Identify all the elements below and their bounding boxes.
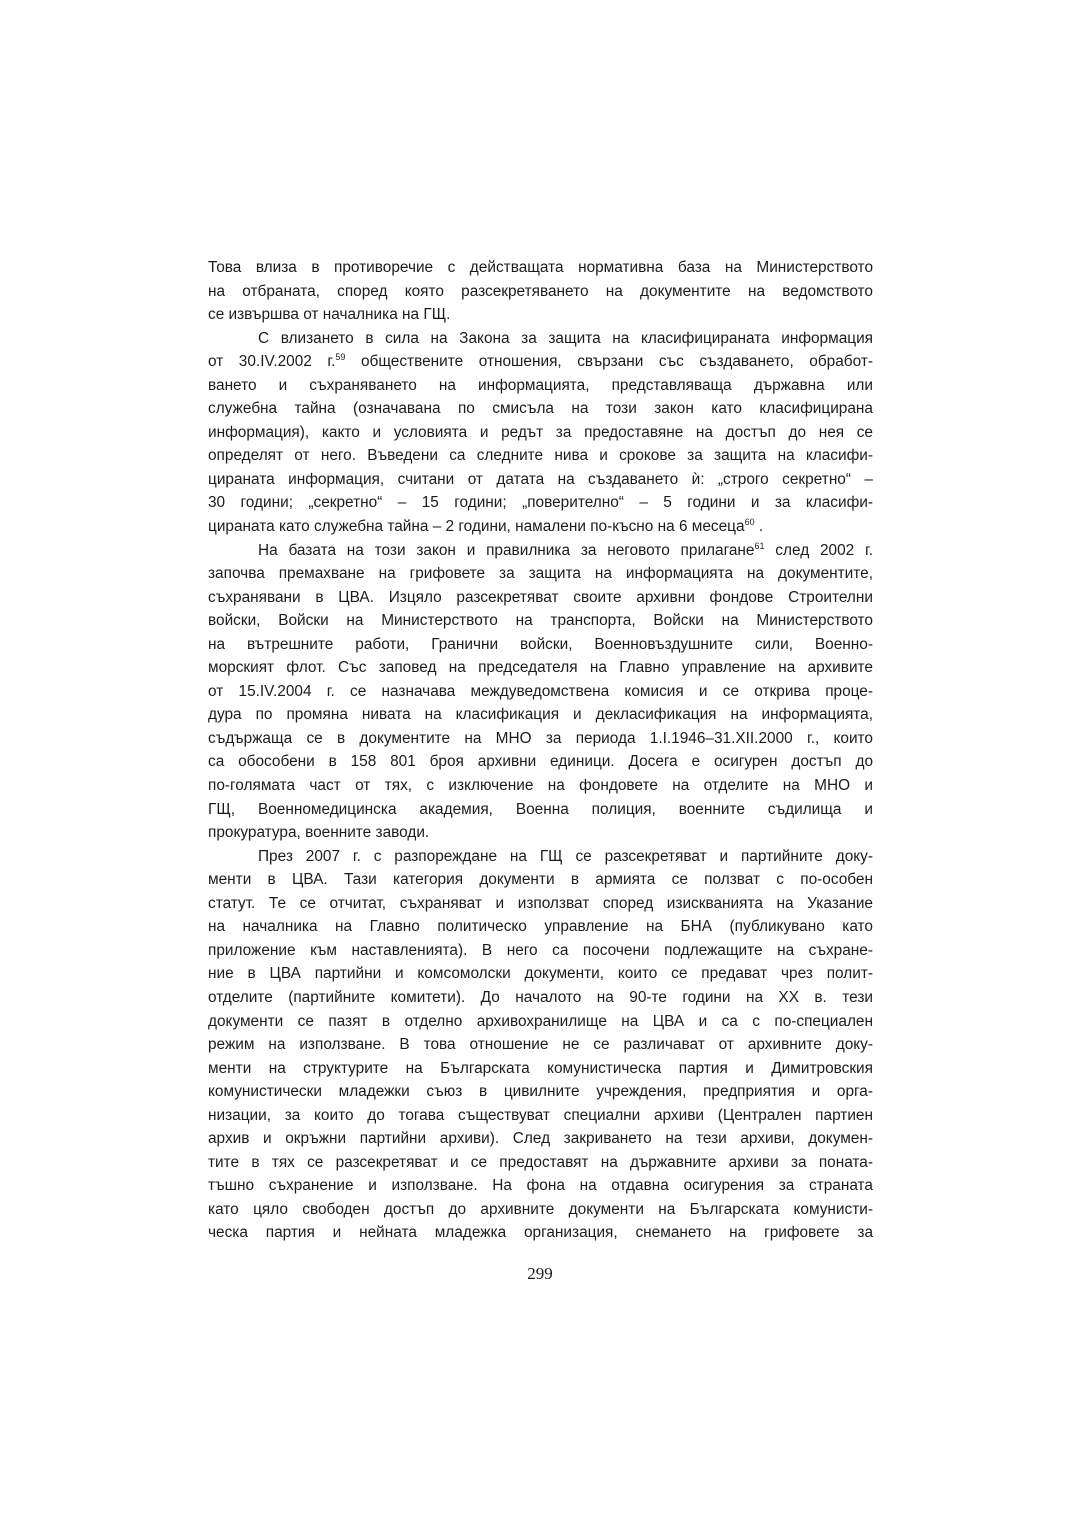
- line-text: менти в ЦВА. Тази категория документи в армията се ползват с по-особен: [208, 871, 873, 889]
- text-line: [208, 1151, 873, 1175]
- text-line: [208, 303, 873, 327]
- line-text: документи се пазят в отделно архивохранилище на ЦВА и са с по-специален: [208, 1012, 873, 1030]
- text-line: [208, 821, 873, 845]
- text-line: [208, 586, 873, 610]
- line-text: Това влиза в противоречие с действащата нормативна база на Министерството: [208, 259, 873, 276]
- text-line: [208, 750, 873, 774]
- text-line: [208, 656, 873, 680]
- line-text: от 15.IV.2004 г. се назначава междуведомствена комисия и се открива проце-: [208, 682, 873, 700]
- line-text: низации, за които до тогава съществуват специални архиви (Централен партиен: [208, 1106, 873, 1124]
- text-line: [208, 633, 873, 657]
- paragraph: [208, 256, 873, 327]
- page-number: 299: [527, 1264, 553, 1283]
- line-text: на вътрешните работи, Гранични войски, Военновъздушните сили, Военно-: [208, 635, 873, 653]
- text-line: [208, 1221, 873, 1245]
- text-line: [208, 609, 873, 633]
- line-text: след 2002 г.: [764, 541, 873, 559]
- footnote-reference[interactable]: 60: [744, 517, 755, 528]
- text-line: [208, 562, 873, 586]
- line-text: съдържаща се в документите на МНО за периода 1.I.1946–31.XII.2000 г., които: [208, 729, 873, 747]
- text-line: [208, 374, 873, 398]
- line-text: започва премахване на грифовете за защита на информацията на документите,: [208, 565, 873, 583]
- text-line: [208, 256, 873, 280]
- line-text: тите в тях се разсекретяват и се предоставят на държавните архиви за поната-: [208, 1153, 873, 1171]
- text-line: [208, 421, 873, 445]
- text-line: [208, 892, 873, 916]
- line-text: информация), както и условията и редът за предоставяне на достъп до нея се: [208, 423, 873, 441]
- line-text: тъшно съхранение и използване. На фона на отдавна осигурения за страната: [208, 1177, 873, 1195]
- line-text: менти на структурите на Българската комунистическа партия и Димитровския: [208, 1059, 873, 1077]
- text-line: [208, 1033, 873, 1057]
- line-text: съхранявани в ЦВА. Изцяло разсекретяват своите архивни фондове Строителни: [208, 588, 873, 606]
- text-line: [208, 1127, 873, 1151]
- line-text: ние в ЦВА партийни и комсомолски документи, които се предават чрез полит-: [208, 965, 873, 983]
- line-text: морският флот. Със заповед на председателя на Главно управление на архивите: [208, 659, 873, 677]
- text-line: [208, 939, 873, 963]
- line-text: служебна тайна (означавана по смисъла на този закон като класифицирана: [208, 400, 873, 418]
- text-line: [208, 868, 873, 892]
- paragraph: [208, 539, 873, 845]
- line-text: като цяло свободен достъп до архивните документи на Българската комунисти-: [208, 1200, 873, 1218]
- line-text: са обособени в 158 801 броя архивни единици. Досега е осигурен достъп до: [208, 753, 873, 771]
- text-line: [208, 774, 873, 798]
- text-line: [208, 515, 873, 539]
- text-line: [208, 1057, 873, 1081]
- line-text: На базата на този закон и правилника за неговото прилагане: [258, 541, 755, 559]
- line-text: приложение към наставленията). В него са посочени подлежащите на съхране-: [208, 941, 873, 959]
- line-text: 30 години; „секретно“ – 15 години; „поверително“ – 5 години и за класифи-: [208, 494, 873, 512]
- line-text: комунистически младежки съюз в цивилните учреждения, предприятия и орга-: [208, 1083, 873, 1101]
- line-text: на началника на Главно политическо управление на БНА (публикувано като: [208, 918, 873, 936]
- text-line: [208, 680, 873, 704]
- text-line: [208, 727, 873, 751]
- line-text: ГЩ, Военномедицинска академия, Военна полиция, военните съдилища и: [208, 800, 873, 818]
- paragraph: [208, 845, 873, 1245]
- text-line: [208, 539, 873, 563]
- line-text: архив и окръжни партийни архиви). След закриването на тези архиви, докумен-: [208, 1130, 873, 1148]
- line-text: по-голямата част от тях, с изключение на фондовете на отделите на МНО и: [208, 777, 873, 795]
- footnote-reference[interactable]: 59: [335, 352, 346, 363]
- text-line: [208, 491, 873, 515]
- text-line: [208, 327, 873, 351]
- line-text: През 2007 г. с разпореждане на ГЩ се разсекретяват и партийните доку-: [258, 847, 873, 865]
- text-line: [208, 1080, 873, 1104]
- text-line: [208, 280, 873, 304]
- line-text: войски, Войски на Министерството на транспорта, Войски на Министерството: [208, 612, 873, 630]
- text-line: [208, 915, 873, 939]
- line-text: отделите (партийните комитети). До началото на 90-те години на XX в. тези: [208, 988, 873, 1006]
- line-text: дура по промяна нивата на класификация и декласификация на информацията,: [208, 706, 873, 724]
- line-text: статут. Те се отчитат, съхраняват и използват според изискванията на Указание: [208, 894, 873, 912]
- line-text: се извършва от началника на ГЩ.: [208, 306, 451, 324]
- line-text: на отбраната, според която разсекретяването на документите на ведомството: [208, 282, 873, 300]
- text-line: [208, 468, 873, 492]
- text-line: [208, 444, 873, 468]
- text-line: [208, 845, 873, 869]
- text-line: [208, 1174, 873, 1198]
- text-line: [208, 962, 873, 986]
- line-text: от 30.IV.2002 г.: [208, 353, 336, 371]
- line-text: ческа партия и нейната младежка организация, снемането на грифовете за: [208, 1224, 873, 1242]
- line-text: .: [754, 518, 764, 536]
- text-line: [208, 1010, 873, 1034]
- line-text: режим на използване. В това отношение не се различават от архивните доку-: [208, 1036, 873, 1054]
- line-text: определят от него. Въведени са следните нива и срокове за защита на класифи-: [208, 447, 873, 465]
- footnote-reference[interactable]: 61: [754, 540, 765, 551]
- body-text: [208, 256, 873, 1245]
- paragraph: [208, 327, 873, 539]
- line-text: цираната като служебна тайна – 2 години, намалени по-късно на 6 месеца: [208, 518, 745, 536]
- line-text: С влизането в сила на Закона за защита на класифицираната информация: [258, 329, 873, 347]
- text-line: [208, 1198, 873, 1222]
- text-line: [208, 986, 873, 1010]
- text-line: [208, 397, 873, 421]
- text-line: [208, 1104, 873, 1128]
- line-text: обществените отношения, свързани със създаването, обработ-: [345, 353, 873, 371]
- text-line: [208, 703, 873, 727]
- line-text: цираната информация, считани от датата на създаването ѝ: „строго секретно“ –: [208, 470, 873, 488]
- line-text: прокуратура, военните заводи.: [208, 824, 430, 842]
- line-text: ването и съхраняването на информацията, представляваща държавна или: [208, 376, 873, 394]
- text-line: [208, 798, 873, 822]
- text-line: [208, 350, 873, 374]
